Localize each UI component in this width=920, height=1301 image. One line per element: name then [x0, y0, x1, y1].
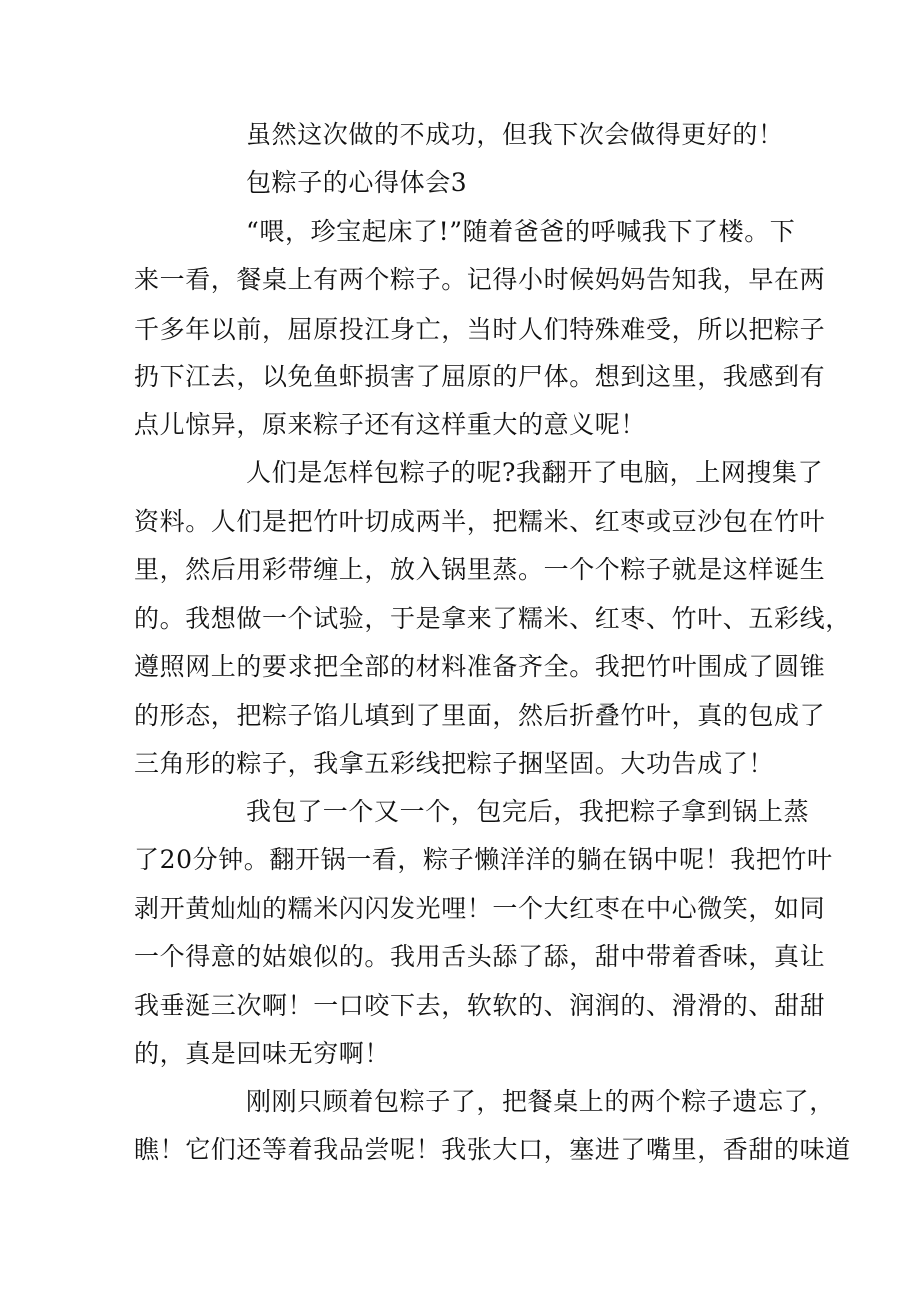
text-line: 瞧！它们还等着我品尝呢！我张大口，塞进了嘴里，香甜的味道	[134, 1135, 851, 1164]
text-line: 一个得意的姑娘似的。我用舌头舔了舔，甜中带着香味，真让	[134, 942, 826, 971]
text-line: 我包了一个又一个，包完后，我把粽子拿到锅上蒸	[246, 797, 810, 826]
text-line: 剥开黄灿灿的糯米闪闪发光哩！一个大红枣在中心微笑，如同	[134, 894, 826, 923]
text-line: 扔下江去，以免鱼虾损害了屈原的尸体。想到这里，我感到有	[134, 362, 826, 391]
text-line: 资料。人们是把竹叶切成两半，把糯米、红枣或豆沙包在竹叶	[134, 507, 826, 536]
text-line: 里，然后用彩带缠上，放入锅里蒸。一个个粽子就是这样诞生	[134, 555, 826, 584]
text-line: 三角形的粽子，我拿五彩线把粽子捆坚固。大功告成了！	[134, 749, 775, 778]
text-line: 的。我想做一个试验，于是拿来了糯米、红枣、竹叶、五彩线，	[134, 604, 851, 633]
text-line: 人们是怎样包粽子的呢?我翻开了电脑，上网搜集了	[246, 458, 824, 487]
text-line: 来一看，餐桌上有两个粽子。记得小时候妈妈告知我，早在两	[134, 265, 826, 294]
text-line: 了20分钟。翻开锅一看，粽子懒洋洋的躺在锅中呢！我把竹叶	[134, 845, 833, 874]
text-line: “喂，珍宝起床了!”随着爸爸的呼喊我下了楼。下	[246, 217, 796, 246]
text-line: 刚刚只顾着包粽子了，把餐桌上的两个粽子遗忘了，	[246, 1087, 835, 1116]
text-line: 虽然这次做的不成功，但我下次会做得更好的！	[246, 120, 784, 149]
text-line: 的形态，把粽子馅儿填到了里面，然后折叠竹叶，真的包成了	[134, 701, 826, 730]
text-line: 遵照网上的要求把全部的材料准备齐全。我把竹叶围成了圆锥	[134, 652, 826, 681]
text-line: 的，真是回味无穷啊！	[134, 1039, 391, 1068]
text-line: 点儿惊异，原来粽子还有这样重大的意义呢！	[134, 410, 647, 439]
section-heading: 包粽子的心得体会3	[246, 168, 468, 197]
text-line: 我垂涎三次啊！一口咬下去，软软的、润润的、滑滑的、甜甜	[134, 991, 826, 1020]
text-line: 千多年以前，屈原投江身亡，当时人们特殊难受，所以把粽子	[134, 315, 826, 344]
